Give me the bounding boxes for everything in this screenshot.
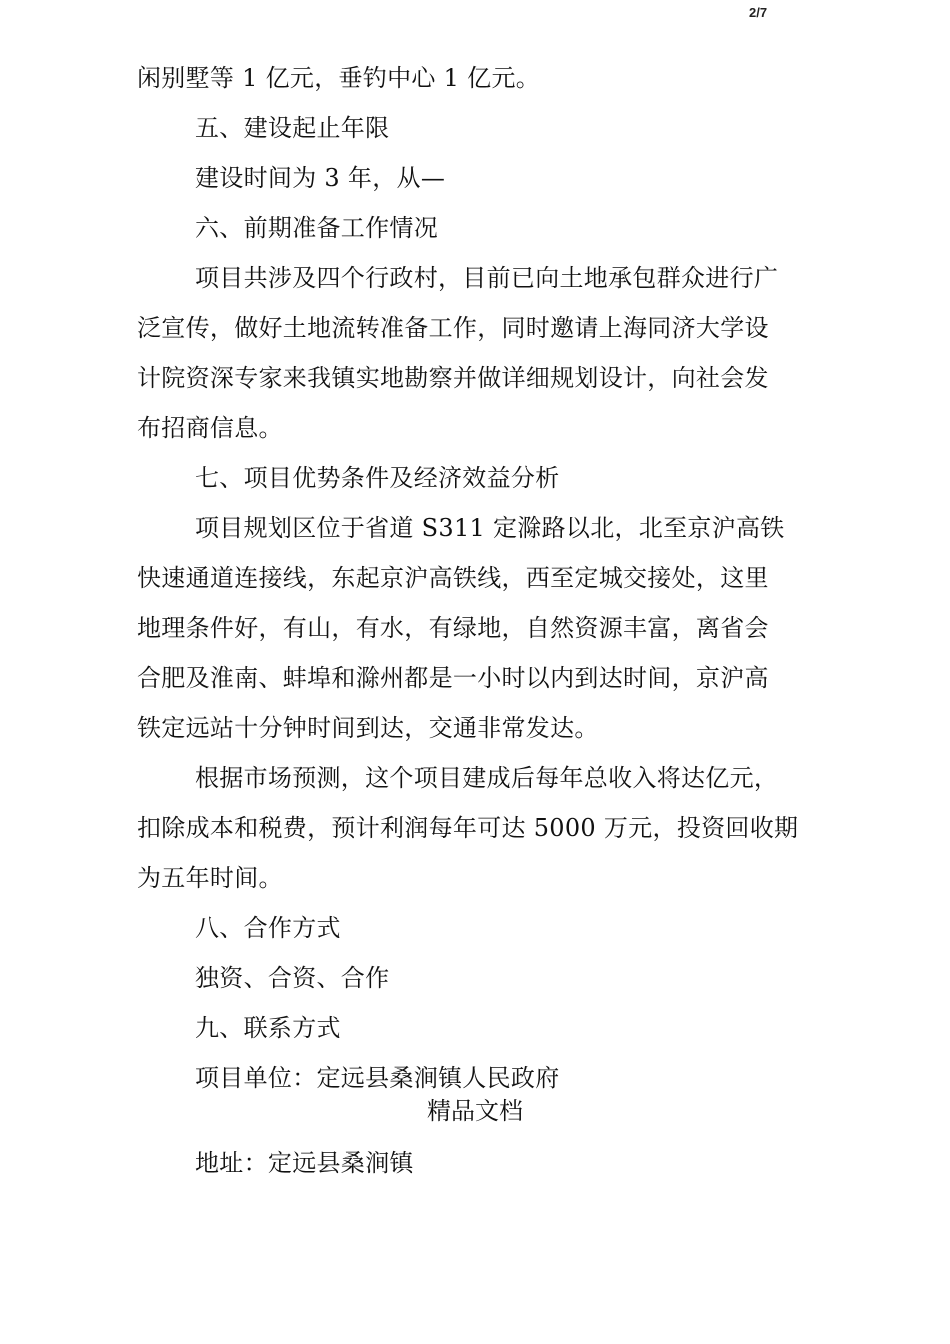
body-line: 地理条件好，有山，有水，有绿地，自然资源丰富，离省会 xyxy=(137,614,769,642)
body-line: 项目共涉及四个行政村，目前已向土地承包群众进行广 xyxy=(195,264,779,292)
document-body-continued xyxy=(137,1138,825,1188)
body-line: 布招商信息。 xyxy=(137,414,283,442)
body-line: 项目单位：定远县桑涧镇人民政府 xyxy=(195,1064,560,1092)
body-line: 快速通道连接线，东起京沪高铁线，西至定城交接处，这里 xyxy=(137,564,769,592)
page-number: 2/7 xyxy=(749,5,768,20)
body-line: 独资、合资、合作 xyxy=(195,964,390,992)
body-line: 根据市场预测，这个项目建成后每年总收入将达亿元， xyxy=(195,764,779,792)
section-heading-9: 九、联系方式 xyxy=(195,1014,341,1042)
body-line: 合肥及淮南、蚌埠和滁州都是一小时以内到达时间，京沪高 xyxy=(137,664,769,692)
body-line: 建设时间为 3 年，从— xyxy=(195,164,446,192)
section-heading-5: 五、建设起止年限 xyxy=(195,114,390,142)
body-line: 项目规划区位于省道 S311 定滁路以北，北至京沪高铁 xyxy=(195,514,785,542)
document-body xyxy=(137,53,825,1103)
body-line: 地址：定远县桑涧镇 xyxy=(195,1149,414,1177)
body-line: 铁定远站十分钟时间到达，交通非常发达。 xyxy=(137,714,599,742)
body-line: 为五年时间。 xyxy=(137,864,283,892)
section-heading-8: 八、合作方式 xyxy=(195,914,341,942)
body-line: 闲别墅等 1 亿元，垂钓中心 1 亿元。 xyxy=(137,64,541,92)
body-line: 计院资深专家来我镇实地勘察并做详细规划设计，向社会发 xyxy=(137,364,769,392)
section-heading-7: 七、项目优势条件及经济效益分析 xyxy=(195,464,560,492)
body-line: 泛宣传，做好土地流转准备工作，同时邀请上海同济大学设 xyxy=(137,314,769,342)
body-line: 扣除成本和税费，预计利润每年可达 5000 万元，投资回收期 xyxy=(137,814,799,842)
section-heading-6: 六、前期准备工作情况 xyxy=(195,214,438,242)
watermark-label: 精品文档 xyxy=(427,1097,523,1125)
